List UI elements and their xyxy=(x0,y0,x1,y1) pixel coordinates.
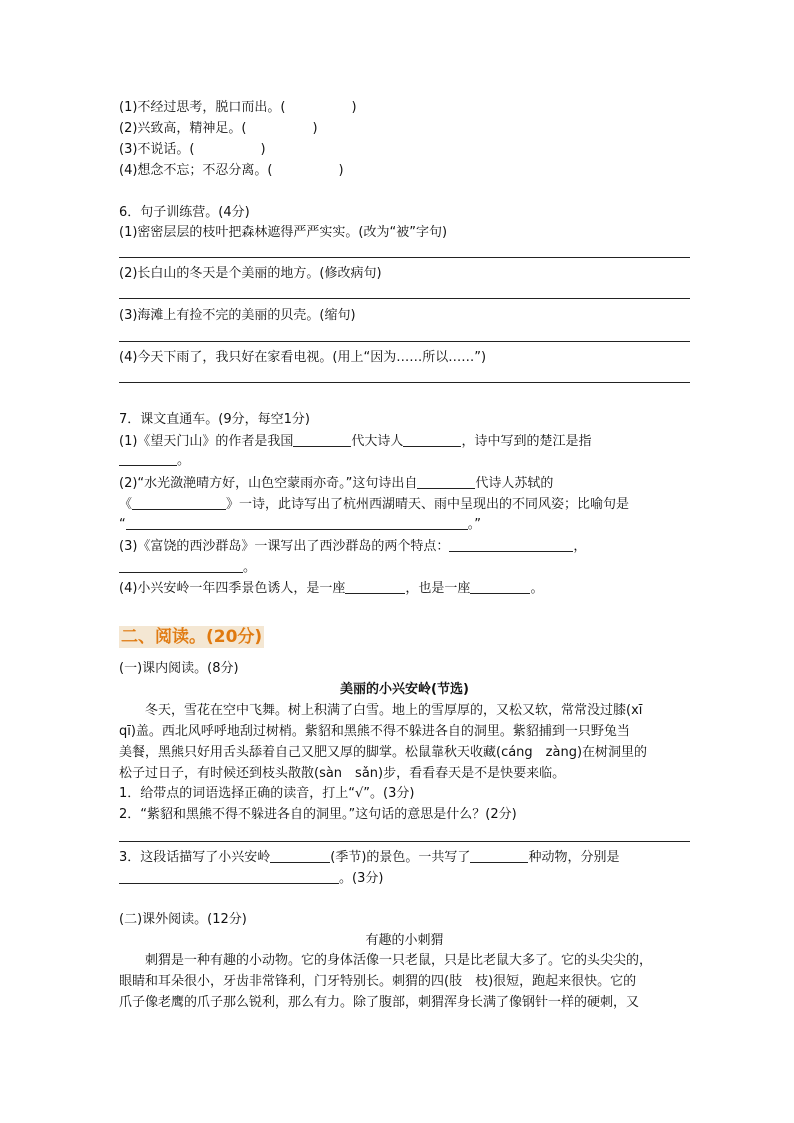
reading2-label: (二)课外阅读。(12分) xyxy=(119,912,247,927)
q6-item-4: (4)今天下雨了，我只好在家看电视。(用上“因为……所以……”) xyxy=(119,350,487,365)
reading1-passage xyxy=(119,700,690,784)
fill-blank[interactable] xyxy=(119,452,177,466)
fill-blank[interactable] xyxy=(132,496,226,510)
q7-line-7: (4)小兴安岭一年四季景色诱人，是一座 ，也是一座 。 xyxy=(119,581,544,596)
q5-item-3: (3)不说话。( ) xyxy=(119,142,266,157)
reading1-q3-cont: 。(3分) xyxy=(119,870,383,887)
q7-line-2: (2)“水光潋滟晴方好，山色空蒙雨亦奇。”这句诗出自 代诗人苏轼的 xyxy=(119,476,554,491)
q7-line-1b: 。 xyxy=(119,452,190,469)
q6-item-1: (1)密密层层的枝叶把森林遮得严严实实。(改为“被”字句) xyxy=(119,225,448,240)
q7-line-1: (1)《望天门山》的作者是我国 代大诗人 ，诗中写到的楚江是指 xyxy=(119,434,592,449)
section-heading: 二、阅读。(20分) xyxy=(121,627,263,647)
q7-line-5: (3)《富饶的西沙群岛》一课写出了西沙群岛的两个特点： ， xyxy=(119,539,587,554)
passage-line: 爪子像老鹰的爪子那么锐利，那么有力。除了腹部，刺猬浑身长满了像钢针一样的硬刺，又 xyxy=(119,995,640,1010)
reading1-label: (一)课内阅读。(8分) xyxy=(119,661,239,676)
fill-blank[interactable] xyxy=(449,538,573,552)
q6-item-2: (2)长白山的冬天是个美丽的地方。(修改病句) xyxy=(119,266,382,281)
fill-blank[interactable] xyxy=(417,475,475,489)
answer-line[interactable] xyxy=(119,257,690,258)
fill-blank[interactable] xyxy=(470,849,528,863)
passage-line: 松子过日子，有时候还到枝头散散(sàn sǎn)步，看看春天是不是快要来临。 xyxy=(119,766,566,781)
q5-item-1: (1)不经过思考，脱口而出。( ) xyxy=(119,100,357,115)
fill-blank[interactable] xyxy=(345,580,405,594)
answer-line[interactable] xyxy=(119,298,690,299)
passage-line: qī)盖。西北风呼呼地刮过树梢。紫貂和黑熊不得不躲进各自的洞里。紫貂捕到一只野兔当 xyxy=(119,724,630,739)
reading1-q2: 2．“紫貂和黑熊不得不躲进各自的洞里。”这句话的意思是什么？(2分) xyxy=(119,807,517,822)
q7-title: 7．课文直通车。(9分，每空1分) xyxy=(119,412,310,427)
answer-line[interactable] xyxy=(119,341,690,342)
fill-blank[interactable] xyxy=(126,516,468,530)
fill-blank[interactable] xyxy=(293,433,351,447)
q7-line-4: “ 。” xyxy=(119,517,481,532)
q7-line-3: 《 》一诗，此诗写出了杭州西湖晴天、雨中呈现出的不同风姿；比喻句是 xyxy=(119,497,630,512)
answer-line[interactable] xyxy=(119,382,690,383)
q6-title: 6．句子训练营。(4分) xyxy=(119,205,250,220)
passage-line: 刺猬是一种有趣的小动物。它的身体活像一只老鼠，只是比老鼠大多了。它的头尖尖的， xyxy=(119,953,653,968)
fill-blank[interactable] xyxy=(403,433,461,447)
reading2-title: 有趣的小刺猬 xyxy=(365,933,444,948)
reading2-passage xyxy=(119,950,690,1013)
q5-item-4: (4)想念不忘；不忍分离。( ) xyxy=(119,163,344,178)
passage-line: 冬天，雪花在空中飞舞。树上积满了白雪。地上的雪厚厚的，又松又软，常常没过膝(xī xyxy=(119,703,643,718)
q7-line-6: 。 xyxy=(119,559,256,576)
q5-item-2: (2)兴致高，精神足。( ) xyxy=(119,121,318,136)
passage-line: 美餐，黑熊只好用舌头舔着自己又肥又厚的脚掌。松鼠靠秋天收藏(cáng zàng)在树洞里的 xyxy=(119,745,648,760)
fill-blank[interactable] xyxy=(119,870,339,884)
q6-item-3: (3)海滩上有捡不完的美丽的贝壳。(缩句) xyxy=(119,308,356,323)
reading1-q3: 3．这段话描写了小兴安岭 (季节)的景色。一共写了 种动物，分别是 xyxy=(119,850,620,865)
answer-line[interactable] xyxy=(119,841,690,842)
fill-blank[interactable] xyxy=(119,559,243,573)
reading1-title: 美丽的小兴安岭(节选) xyxy=(340,682,469,697)
reading1-q1: 1．给带点的词语选择正确的读音，打上“√”。(3分) xyxy=(119,786,415,801)
passage-line: 眼睛和耳朵很小，牙齿非常锋利，门牙特别长。刺猬的四(肢 枝)很短，跑起来很快。它的 xyxy=(119,974,637,989)
fill-blank[interactable] xyxy=(470,580,530,594)
fill-blank[interactable] xyxy=(270,849,330,863)
